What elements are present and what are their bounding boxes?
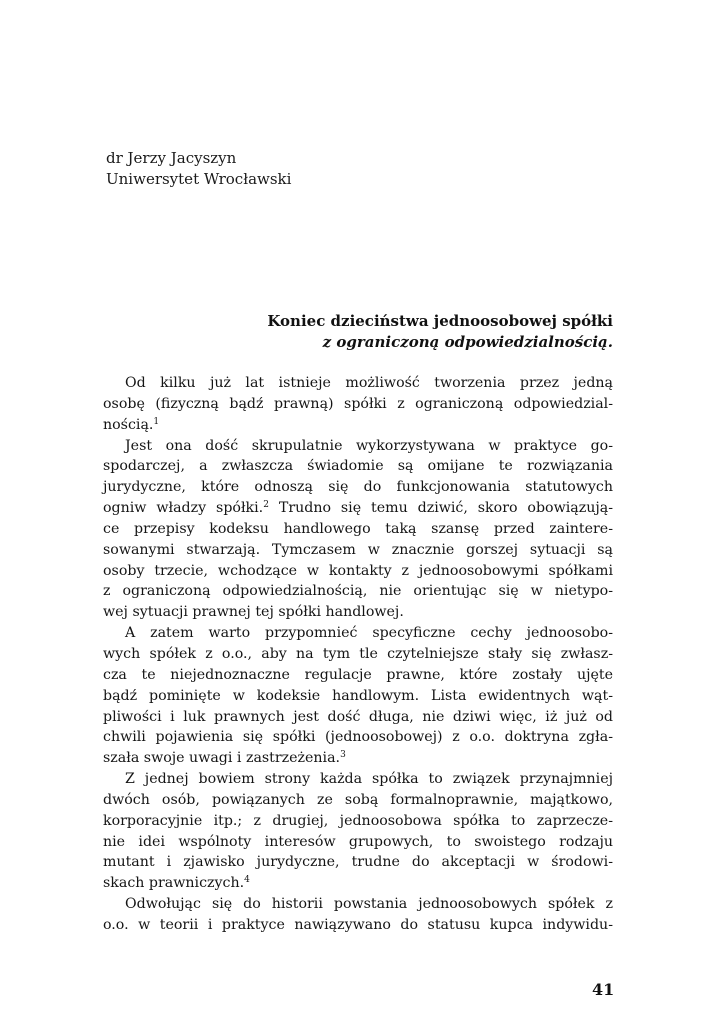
page-number: 41 bbox=[592, 980, 615, 999]
body-line: Jest ona dość skrupulatnie wykorzystywana w praktyce go- bbox=[125, 437, 613, 454]
author-block bbox=[106, 148, 291, 190]
body-line: A zatem warto przypomnieć specyficzne cechy jednoosobo- bbox=[125, 625, 613, 642]
title-line-2: z ograniczoną odpowiedzialnością. bbox=[322, 333, 613, 351]
article-body bbox=[103, 373, 613, 936]
body-line: o.o. w teorii i praktyce nawiązywano do statusu kupca indywidu- bbox=[103, 916, 613, 933]
body-line: spodarczej, a zwłaszcza świadomie są omijane te rozwiązania bbox=[103, 458, 613, 475]
footnote-ref: 4 bbox=[244, 875, 250, 886]
footnote-ref: 3 bbox=[340, 750, 346, 761]
body-line: nie idei wspólnoty interesów grupowych, to swoistego rodzaju bbox=[103, 833, 613, 850]
body-line: chwili pojawienia się spółki (jednoosobowej) z o.o. doktryna zgła- bbox=[103, 729, 613, 746]
body-line: korporacyjnie itp.; z drugiej, jednoosobowa spółka to zaprzecze- bbox=[103, 812, 613, 829]
body-line: Z jednej bowiem strony każda spółka to związek przynajmniej bbox=[125, 771, 613, 788]
body-line: osoby trzecie, wchodzące w kontakty z jednoosobowymi spółkami bbox=[103, 562, 613, 579]
body-line: sowanymi stwarzają. Tymczasem w znacznie gorszej sytuacji są bbox=[103, 541, 613, 558]
body-line: bądź pominięte w kodeksie handlowym. Lista ewidentnych wąt- bbox=[103, 687, 613, 704]
body-line: nością.$^1$ bbox=[103, 416, 160, 433]
body-line: dwóch osób, powiązanych ze sobą formalnoprawnie, majątkowo, bbox=[103, 791, 613, 808]
author-affiliation: Uniwersytet Wrocławski bbox=[106, 170, 292, 188]
body-line: jurydyczne, które odnoszą się do funkcjonowania statutowych bbox=[103, 479, 613, 496]
body-line: Odwołując się do historii powstania jednoosobowych spółek z bbox=[125, 896, 613, 913]
body-line: wej sytuacji prawnej tej spółki handlowej. bbox=[103, 604, 404, 621]
body-line: osobę (fizyczną bądź prawną) spółki z ograniczoną odpowiedzial- bbox=[103, 395, 613, 412]
title-line-1: Koniec dzieciństwa jednoosobowej spółki bbox=[267, 312, 613, 330]
body-line: cza te niejednoznaczne regulacje prawne, które zostały ujęte bbox=[103, 666, 613, 683]
body-line: szała swoje uwagi i zastrzeżenia.$^3$ bbox=[103, 750, 346, 767]
article-title bbox=[193, 311, 613, 353]
body-line: wych spółek z o.o., aby na tym tle czytelniejsze stały się zwłasz- bbox=[103, 645, 613, 662]
body-line: z ograniczoną odpowiedzialnością, nie orientując się w nietypo- bbox=[103, 583, 613, 600]
body-line: ce przepisy kodeksu handlowego taką szansę przed zaintere- bbox=[103, 520, 613, 537]
body-line: pliwości i luk prawnych jest dość długa, nie dziwi więc, iż już od bbox=[103, 708, 613, 725]
body-line: mutant i zjawisko jurydyczne, trudne do akceptacji w środowi- bbox=[103, 854, 613, 871]
body-line: skach prawniczych.$^4$ bbox=[103, 875, 250, 892]
author-name: dr Jerzy Jacyszyn bbox=[106, 149, 237, 167]
body-line: Od kilku już lat istnieje możliwość tworzenia przez jedną bbox=[125, 375, 613, 391]
footnote-ref: 1 bbox=[153, 416, 160, 427]
body-line: ogniw władzy spółki.$^2$ Trudno się temu dziwić, skoro obowiązują- bbox=[103, 500, 613, 517]
footnote-ref: 2 bbox=[263, 500, 269, 511]
